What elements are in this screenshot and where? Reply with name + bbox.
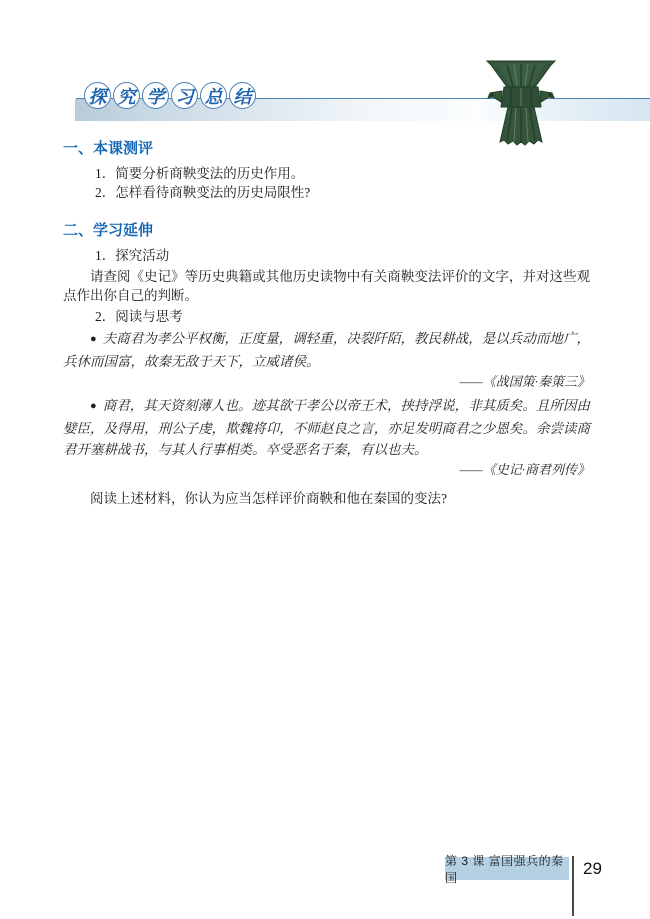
section1-item2: 2．怎样看待商鞅变法的历史局限性?: [95, 185, 311, 200]
section1-item1: 1．简要分析商鞅变法的历史作用。: [95, 166, 305, 181]
section1-heading: 一、本课测评: [63, 140, 154, 157]
page-content: [63, 140, 590, 508]
quote-shiji-source: ——《史记·商君列传》: [459, 462, 590, 477]
bronze-vessel-icon: [484, 60, 558, 152]
title-char-circle: 学: [142, 82, 169, 109]
page-number: 29: [583, 859, 602, 878]
bullet-icon: ●: [90, 333, 97, 345]
title-char-circle: 习: [171, 82, 198, 109]
section-title: [84, 82, 258, 109]
title-char-circle: 总: [200, 82, 227, 109]
quote-shiji: [63, 395, 590, 460]
lesson-title-badge: 第 3 课 富国强兵的秦国: [445, 857, 569, 880]
section2-sub2: 2．阅读与思考: [95, 309, 183, 324]
bullet-icon: ●: [90, 400, 97, 412]
discussion-question: 阅读上述材料，你认为应当怎样评价商鞅和他在秦国的变法?: [90, 491, 447, 506]
section2-heading: 二、学习延伸: [63, 222, 154, 239]
quote-zhanguoce-source: ——《战国策·秦策三》: [459, 374, 590, 389]
quote-shiji-text: 商君，其天资刻薄人也。迹其欲干孝公以帝王术，挟持浮说，非其质矣。且所因由嬖臣，及得用，刑公子虔，欺魏将卬，不师赵良之言，亦足发明商君之少恩矣。余尝读商君开塞耕战书，与其人行事相类。卒受恶名于秦，有以也夫。: [63, 398, 590, 457]
section2-paragraph: 请查阅《史记》等历史典籍或其他历史读物中有关商鞅变法评价的文字，并对这些观点作出你自己的判断。: [63, 269, 590, 303]
title-char-circle: 究: [113, 82, 140, 109]
quote-zhanguoce-text: 夫商君为孝公平权衡，正度量，调轻重，决裂阡陌，教民耕战，是以兵动而地广，兵休而国富，故秦无敌于天下，立威诸侯。: [63, 331, 590, 369]
title-char-circle: 探: [84, 82, 111, 109]
quote-zhanguoce: [63, 328, 590, 372]
title-char-circle: 结: [229, 82, 256, 109]
section2-sub1: 1．探究活动: [95, 248, 170, 263]
footer-divider-line: [572, 856, 574, 916]
